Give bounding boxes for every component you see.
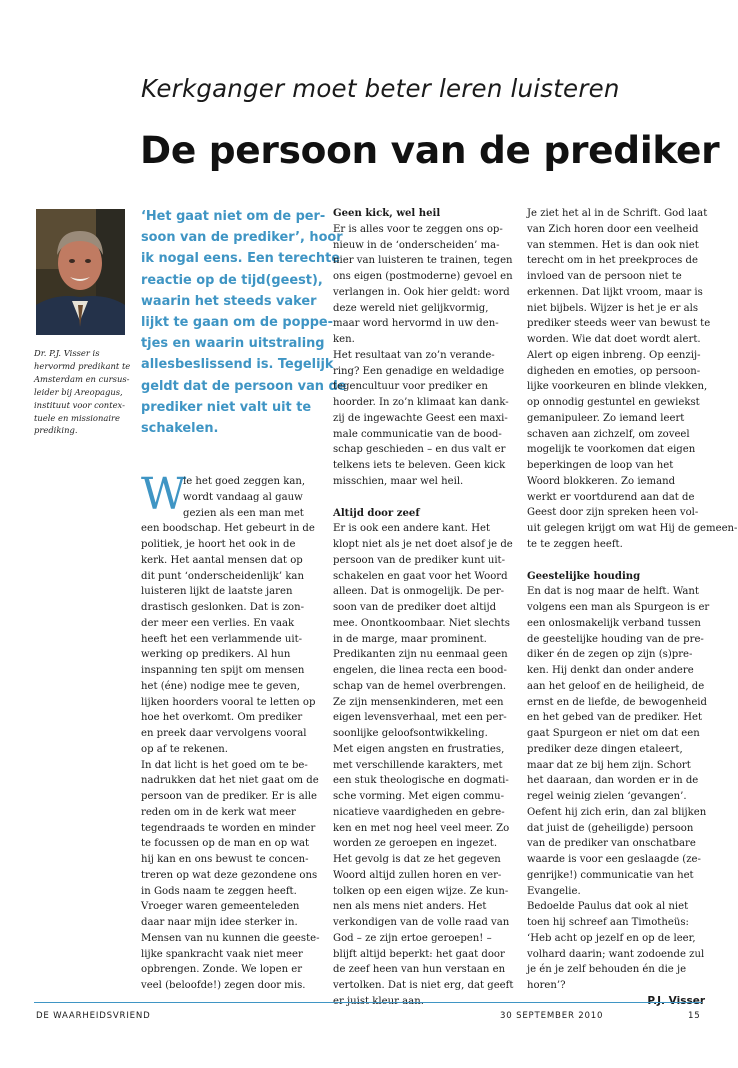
caption-line: hervormd predikant te (34, 360, 131, 371)
body-line: vertolken. Dat is niet erg, dat geeft (333, 980, 514, 991)
body-line: reden om in de kerk wat meer (141, 806, 296, 818)
body-line: tegencultuur voor prediker en (333, 381, 488, 393)
body-line: maar word hervormd in uw den- (333, 318, 499, 330)
intro-line: reactie op de tijd(geest), (141, 272, 323, 288)
body-line: inspanning ten spijt om mensen (141, 665, 305, 676)
body-line: Er is ook een andere kant. Het (333, 523, 491, 535)
body-line: daar naar mijn idee sterker in. (141, 917, 298, 928)
body-line: terecht om in het preekproces de (527, 255, 698, 267)
body-column-3 (527, 206, 738, 1010)
body-line: nier van luisteren te trainen, tegen (333, 255, 513, 267)
body-line: invloed van de persoon niet te (527, 271, 682, 282)
body-line: mee. Onontkoombaar. Niet slechts (333, 617, 510, 629)
intro-line: allesbeslissend is. Tegelijk (141, 357, 334, 373)
body-line: aan het geloof en de heiligheid, de (527, 680, 705, 692)
body-line: ken. Hij denkt dan onder andere (527, 665, 694, 676)
body-line: dit punt ‘onderscheidenlijk’ kan (141, 570, 304, 582)
body-line: in Gods naam te zeggen heeft. (141, 885, 297, 897)
body-line: schap van de hemel overbrengen. (333, 680, 507, 692)
intro-line: schakelen. (141, 421, 219, 437)
body-line: der meer een verlies. En vaak (141, 617, 295, 629)
body-line: soon van de prediker doet altijd (333, 602, 497, 613)
body-line: kerk. Het aantal mensen dat op (141, 554, 303, 566)
section-heading-geestelijke-houding: Geestelijke houding (527, 570, 641, 582)
body-line: Je ziet het al in de Schrift. God laat (527, 208, 708, 219)
footer-publication: DE WAARHEIDSVRIEND (36, 1011, 151, 1021)
body-line: gezien als een man met (183, 507, 304, 519)
body-line: op af te rekenen. (141, 743, 229, 755)
body-line: Predikanten zijn nu eenmaal geen (333, 649, 508, 661)
body-line: deze wereld niet gelijkvormig, (333, 302, 489, 314)
body-line: prediker deze dingen etaleert, (527, 743, 683, 755)
body-line: persoon van de prediker kunt uit- (333, 554, 506, 566)
intro-line: ik nogal eens. Een terechte (141, 251, 341, 267)
body-line: ‘Heb acht op jezelf en op de leer, (527, 932, 696, 944)
body-line: soonlijke geloofsontwikkeling. (333, 728, 488, 739)
body-line: genrijke!) communicatie van het (527, 869, 694, 881)
body-line: je én je zelf behouden én die je (527, 964, 687, 976)
body-line: persoon van de prediker. Er is alle (141, 791, 318, 802)
body-line: Er is alles voor te zeggen ons op- (333, 223, 503, 235)
intro-line: geldt dat de persoon van de (141, 378, 347, 394)
body-line: te te zeggen heeft. (527, 538, 623, 550)
body-column-2 (333, 206, 513, 1010)
body-line: engelen, die linea recta een bood- (333, 665, 507, 676)
body-line: sche vorming. Met eigen commu- (333, 791, 505, 802)
caption-line: prediking. (34, 425, 78, 436)
body-line: God – ze zijn ertoe geroepen! – (333, 932, 492, 944)
body-line: worden ze geroepen en ingezet. (333, 838, 498, 850)
body-line: uit gelegen krijgt om wat Hij de gemeen- (527, 523, 738, 534)
body-line: toen hij schreef aan Timotheüs: (527, 917, 689, 928)
body-line: werkt er voortdurend aan dat de (527, 491, 695, 503)
body-line: Bedoelde Paulus dat ook al niet (527, 901, 689, 913)
body-line: er juist kleur aan. (333, 995, 424, 1007)
body-line: nen als mens niet anders. Het (333, 901, 487, 913)
body-line: maar dat ze bij hem zijn. Schort (527, 759, 691, 771)
body-line: schakelen en gaat voor het Woord (333, 570, 508, 582)
body-line: zij de ingewachte Geest een maxi- (333, 412, 508, 424)
body-line: luisteren lijkt de laatste jaren (141, 586, 293, 598)
caption-line: Dr. P.J. Visser is (34, 348, 100, 358)
body-line: Evangelie. (527, 885, 581, 897)
body-line: Het gevolg is dat ze het gegeven (333, 854, 501, 865)
body-line: het (éne) nodige mee te geven, (141, 680, 300, 692)
body-line: het daaraan, dan worden er in de (527, 775, 699, 787)
body-line: op onnodig gestuntel en gewiekst (527, 397, 700, 408)
body-line: verkondigen van de volle raad van (333, 917, 510, 928)
body-line: gaat Spurgeon er niet om dat een (527, 728, 700, 739)
body-line: worden. Wie dat doet wordt alert. (527, 334, 701, 345)
photo-caption (34, 347, 131, 437)
body-line: erkennen. Dat lijkt vroom, maar is (527, 286, 703, 298)
body-line: de zeef heen van hun verstaan en (333, 964, 506, 976)
body-line: een boodschap. Het gebeurt in de (141, 523, 315, 535)
author-portrait-image (36, 209, 125, 335)
body-line: eigen levensverhaal, met een per- (333, 712, 507, 724)
body-line: hoorder. In zo’n klimaat kan dank- (333, 397, 509, 408)
body-line: politiek, je hoort het ook in de (141, 539, 296, 550)
body-line: Met eigen angsten en frustraties, (333, 743, 505, 755)
body-column-1 (141, 469, 320, 994)
body-line: heeft het een verlammende uit- (141, 633, 303, 645)
paragraph-gap (333, 490, 513, 506)
body-line: ring? Een genadige en weldadige (333, 365, 505, 377)
section-heading-geen-kick: Geen kick, wel heil (333, 208, 441, 219)
intro-line: soon van de prediker’, hoor (141, 230, 343, 246)
body-line: van stemmen. Het is dan ook niet (527, 239, 699, 251)
body-line: opbrengen. Zonde. We lopen er (141, 964, 303, 976)
body-line: telkens iets te beleven. Geen kick (333, 460, 506, 471)
body-line: lijke spankracht vaak niet meer (141, 948, 303, 960)
footer-page-number: 15 (688, 1011, 701, 1021)
body-line: van de prediker van onschatbare (527, 838, 696, 850)
section-heading-altijd-door-zeef: Altijd door zeef (333, 507, 420, 519)
body-line: met verschillende karakters, met (333, 759, 503, 771)
body-line: en het gebed van de prediker. Het (527, 712, 703, 724)
body-line: digheden en emoties, op persoon- (527, 365, 701, 377)
body-line: een onlosmakelijk verband tussen (527, 617, 701, 629)
body-line: van Zich horen door een veelheid (527, 223, 699, 235)
body-line: tolken op een eigen wijze. Ze kun- (333, 885, 509, 897)
footer-rule (34, 1002, 702, 1003)
body-line: ken. (333, 334, 355, 345)
body-line: En dat is nog maar de helft. Want (527, 586, 699, 598)
body-line: tegendraads te worden en minder (141, 822, 316, 834)
body-line: verlangen in. Ook hier geldt: word (333, 286, 510, 298)
body-line: Woord blokkeren. Zo iemand (527, 475, 676, 487)
body-line: Mensen van nu kunnen die geeste- (141, 932, 320, 944)
body-line: prediker steeds weer van bewust te (527, 318, 711, 330)
body-line: volhard daarin; want zodoende zul (527, 948, 705, 960)
caption-line: Amsterdam en cursus- (34, 373, 130, 384)
column2-section1 (333, 222, 513, 490)
column1-lines (141, 521, 319, 994)
drop-cap: W (141, 469, 187, 520)
body-line: nicatieve vaardigheden en gebre- (333, 806, 505, 818)
body-line: Alert op eigen inbreng. Op eenzij- (527, 349, 701, 361)
intro-line: ‘Het gaat niet om de per- (141, 209, 326, 224)
body-line: Oefent hij zich erin, dan zal blijken (527, 806, 707, 818)
body-line: en preek daar vervolgens vooral (141, 728, 307, 739)
body-line: drastisch geslonken. Dat is zon- (141, 602, 305, 613)
body-line: lijke voorkeuren en blinde vlekken, (527, 381, 708, 393)
body-line: Vroeger waren gemeenteleden (141, 901, 300, 913)
body-line: ken en met nog heel veel meer. Zo (333, 822, 510, 834)
article-title: De persoon van de prediker (140, 128, 720, 172)
body-line: nieuw in de ‘onderscheiden’ ma- (333, 239, 500, 251)
body-line: de geestelijke houding van de pre- (527, 633, 704, 645)
body-line: regel weinig zielen ‘gevangen’. (527, 791, 687, 802)
body-line: in de marge, maar prominent. (333, 633, 487, 645)
body-line: mogelijk te voorkomen dat eigen (527, 444, 696, 456)
intro-line: prediker niet valt uit te (141, 399, 312, 415)
body-line: een stuk theologische en dogmati- (333, 775, 509, 787)
body-line: te focussen op de man en op wat (141, 838, 310, 850)
body-line: lijken hoorders vooral te letten op (141, 696, 316, 708)
body-line: In dat licht is het goed om te be- (141, 759, 308, 771)
body-line: schap geschieden – en dus valt er (333, 444, 506, 456)
body-line: Geest door zijn spreken heen vol- (527, 507, 699, 519)
body-line: schaven aan zichzelf, om zoveel (527, 428, 690, 440)
body-line: hoe het overkomt. Om prediker (141, 712, 303, 724)
intro-line: lijkt te gaan om de poppe- (141, 315, 334, 331)
body-line: nadrukken dat het niet gaat om de (141, 775, 319, 787)
intro-line: waarin het steeds vaker (141, 293, 317, 309)
body-line: waarde is voor een geslaagde (ze- (527, 854, 701, 865)
article-kicker: Kerkganger moet beter leren luisteren (141, 74, 620, 103)
body-line: horen’? (527, 980, 566, 991)
caption-line: leider bij Areopagus, (34, 386, 123, 397)
body-line: alleen. Dat is onmogelijk. De per- (333, 586, 505, 598)
column3-section2 (527, 584, 710, 994)
body-line: dat juist de (geheiligde) persoon (527, 822, 694, 834)
body-line: beperkingen de loop van het (527, 460, 674, 471)
body-line: volgens een man als Spurgeon is er (527, 602, 710, 613)
body-line: wordt vandaag al gauw (183, 491, 303, 503)
column3-section1 (527, 206, 738, 553)
body-line: blijft altijd beperkt: het gaat door (333, 948, 505, 960)
body-line: misschien, maar wel heil. (333, 475, 464, 487)
body-line: ie het goed zeggen kan, (183, 476, 306, 487)
body-line: diker én de zegen op zijn (s)pre- (527, 649, 693, 661)
author-signature: P.J. Visser (647, 994, 705, 1007)
footer-date: 30 SEPTEMBER 2010 (500, 1011, 604, 1021)
body-line: ons eigen (postmoderne) gevoel en (333, 271, 513, 282)
body-line: niet bijbels. Wijzer is het je er als (527, 302, 699, 314)
body-line: hij kan en ons bewust te concen- (141, 854, 309, 865)
body-line: gemanipuleer. Zo iemand leert (527, 412, 685, 424)
caption-line: instituut voor contex- (34, 399, 125, 410)
body-line: ernst en de liefde, de bewogenheid (527, 696, 707, 708)
body-line: klopt niet als je net doet alsof je de (333, 539, 513, 550)
body-line: treren op wat deze gezondene ons (141, 869, 318, 881)
intro-line: tjes en waarin uitstraling (141, 336, 325, 352)
body-line: Het resultaat van zo’n verande- (333, 349, 495, 361)
body-line: Woord altijd zullen horen en ver- (333, 869, 502, 881)
author-photo (36, 209, 125, 335)
body-line: veel (beloofde!) zegen door mis. (141, 980, 306, 991)
body-line: werking op predikers. Al hun (141, 649, 291, 661)
body-line: male communicatie van de bood- (333, 428, 502, 440)
column2-section2 (333, 521, 513, 1009)
caption-line: tuele en missionaire (34, 412, 120, 423)
paragraph-gap (527, 553, 705, 569)
body-line: Ze zijn mensenkinderen, met een (333, 696, 504, 708)
